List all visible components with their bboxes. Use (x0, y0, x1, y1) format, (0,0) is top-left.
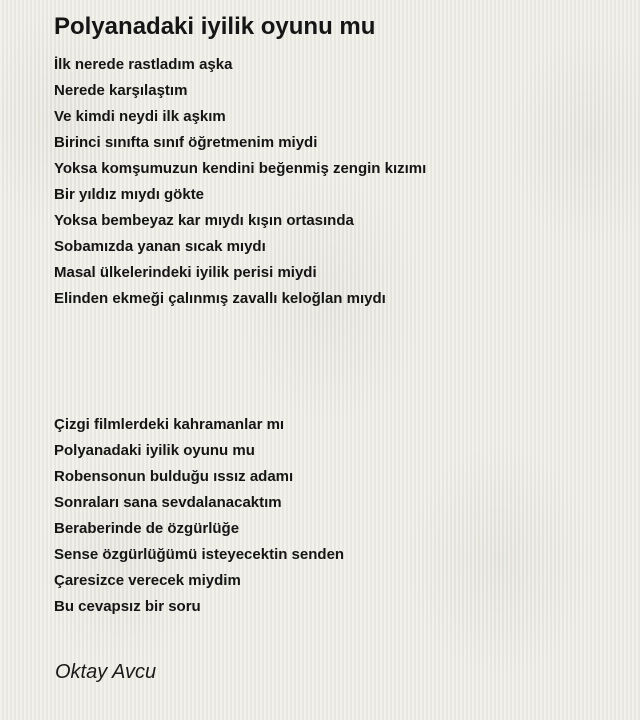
poem-line: Çaresizce verecek miydim (54, 572, 241, 589)
poem-line: Sense özgürlüğümü isteyecektin senden (54, 546, 345, 563)
poem-line: Sonraları sana sevdalanacaktım (54, 494, 282, 511)
poem-line: Polyanadaki iyilik oyunu mu (54, 442, 255, 459)
poem-line: Sobamızda yanan sıcak mıydı (54, 238, 266, 255)
poem-line: Elinden ekmeği çalınmış zavallı keloğlan mıydı (54, 290, 386, 307)
poem-title: Polyanadaki iyilik oyunu mu (54, 13, 376, 40)
poem-line: Nerede karşılaştım (54, 82, 188, 99)
poem-line: Birinci sınıfta sınıf öğretmenim miydi (54, 134, 318, 151)
poem-author: Oktay Avcu (55, 661, 157, 683)
poem-line: Beraberinde de özgürlüğe (54, 520, 240, 537)
poem-line: Çizgi filmlerdeki kahramanlar mı (54, 416, 285, 433)
poem-line: Yoksa komşumuzun kendini beğenmiş zengin kızımı (54, 160, 427, 177)
poem-line: İlk nerede rastladım aşka (54, 56, 233, 73)
poem-line: Bir yıldız mıydı gökte (54, 186, 205, 203)
poem-line: Yoksa bembeyaz kar mıydı kışın ortasında (54, 212, 354, 229)
poem-line: Robensonun bulduğu ıssız adamı (54, 468, 294, 485)
poem-line: Ve kimdi neydi ilk aşkım (54, 108, 226, 125)
stanza-2 (54, 412, 344, 620)
poem-line: Masal ülkelerindeki iyilik perisi miydi (54, 264, 317, 281)
stanza-1 (54, 52, 426, 312)
poem-line: Bu cevapsız bir soru (54, 598, 201, 615)
